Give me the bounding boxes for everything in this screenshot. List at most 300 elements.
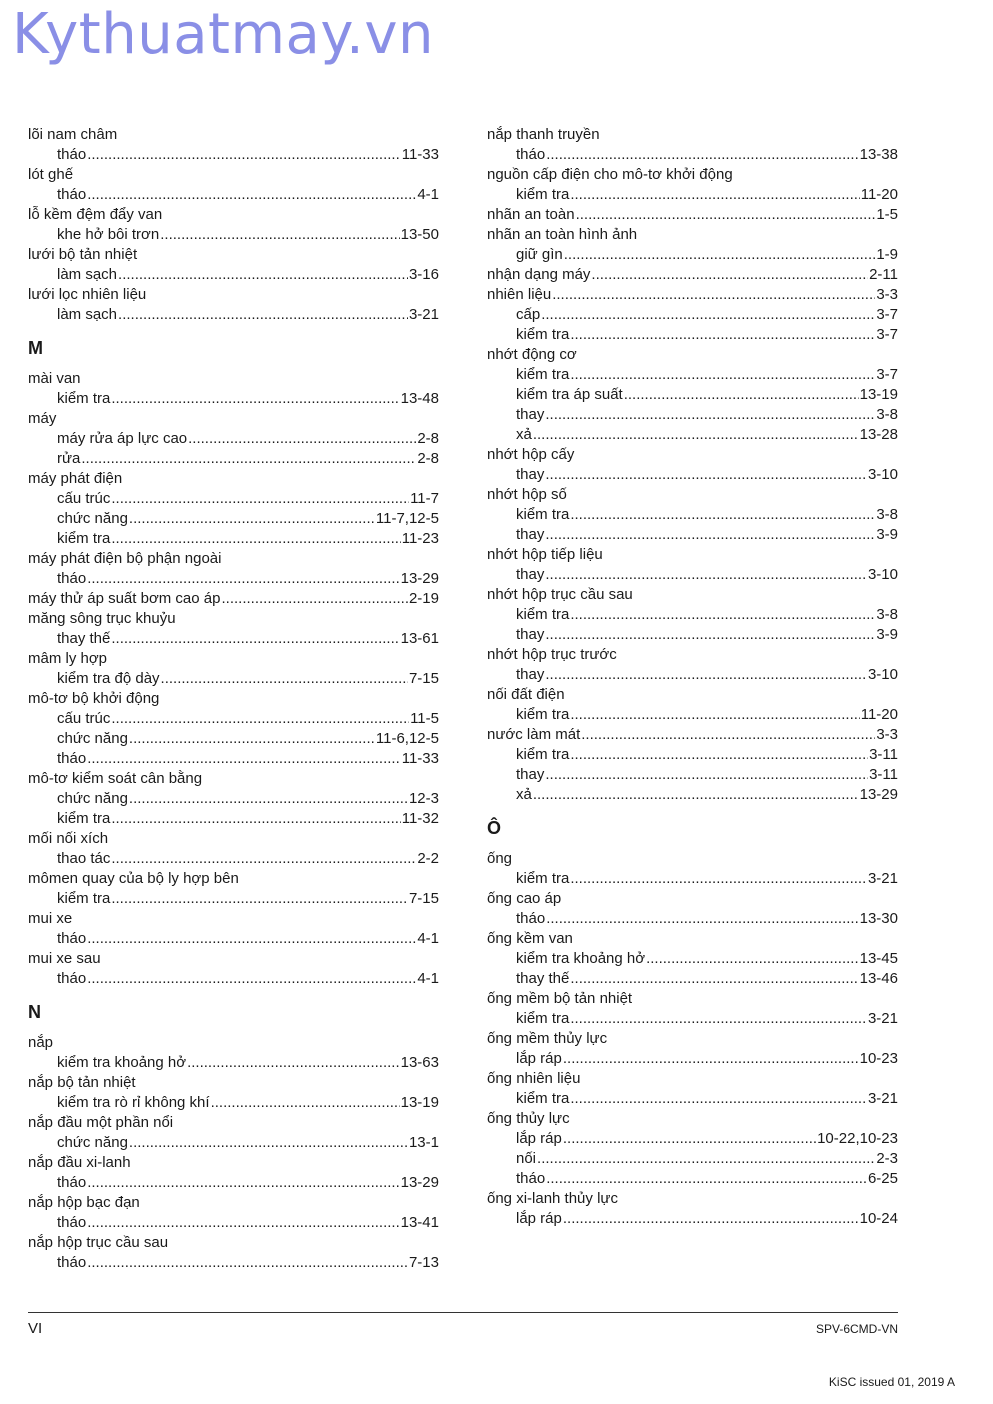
index-subentry [28,569,439,589]
document-code: SPV-6CMD-VN [815,1322,898,1336]
index-subentry [28,509,439,529]
dot-leader [111,489,409,509]
index-subentry [28,929,439,949]
index-subentry [487,405,898,425]
dot-leader [118,305,408,325]
entry-term: kiểm tra [516,366,570,383]
dot-leader [111,809,400,829]
index-subentry [487,745,898,765]
dot-leader [546,145,858,165]
page-reference: 2-11 [869,266,898,283]
entry-term: máy phát điện [28,470,123,487]
dot-leader [570,1089,867,1109]
index-entry [487,725,898,745]
page-reference: 2-3 [876,1150,898,1167]
dot-leader [545,525,875,545]
entry-term: mui xe sau [28,950,101,967]
page-reference: 11-33 [401,146,439,163]
dot-leader [545,765,868,785]
index-entry [28,609,439,629]
index-entry [487,685,898,705]
dot-leader [563,1129,816,1149]
dot-leader [87,1173,399,1193]
page-reference: 1-5 [876,206,898,223]
index-entry [28,1153,439,1173]
entry-term: kiểm tra [516,1090,570,1107]
dot-leader [570,365,875,385]
entry-term: nắp hộp trục cầu sau [28,1234,169,1251]
entry-term: nắp thanh truyền [487,126,600,143]
index-entry [28,649,439,669]
entry-term: nối đất điện [487,686,565,703]
dot-leader [646,949,859,969]
entry-term: lưới bộ tản nhiệt [28,246,138,263]
page-reference: 11-7,12-5 [375,510,439,527]
dot-leader [570,605,875,625]
entry-term: cấp [516,306,541,323]
entry-term: máy thử áp suất bơm cao áp [28,590,221,607]
entry-term: tháo [516,910,546,927]
entry-term: nắp bộ tản nhiệt [28,1074,136,1091]
entry-term: mối nối xích [28,830,109,847]
dot-leader [570,505,875,525]
dot-leader [87,1213,399,1233]
section-heading: M [28,338,43,358]
dot-leader [545,405,875,425]
entry-term: măng sông trục khuỷu [28,610,176,627]
entry-term: lõi nam châm [28,126,118,143]
page-reference: 11-20 [860,186,898,203]
index-entry [28,205,439,225]
dot-leader [87,969,416,989]
dot-leader [570,969,858,989]
entry-term: ống mềm thủy lực [487,1030,608,1047]
watermark-logo: Kythuatmay.vn [12,2,434,67]
entry-term: máy phát điện bộ phận ngoài [28,550,222,567]
dot-leader [87,929,416,949]
index-entry [487,285,898,305]
index-entry [28,369,439,389]
entry-term: thay [516,406,545,423]
entry-term: chức năng [57,790,128,807]
dot-leader [570,185,859,205]
index-subentry [487,185,898,205]
index-entry [487,929,898,949]
entry-term: ống thủy lực [487,1110,570,1127]
index-subentry [487,949,898,969]
index-entry [487,485,898,505]
page-reference: 7-13 [408,1254,439,1271]
entry-term: lót ghế [28,166,74,183]
entry-term: ống kềm van [487,930,573,947]
index-subentry [487,625,898,645]
dot-leader [545,625,875,645]
entry-term: giữ gìn [516,246,563,263]
page-reference: 7-15 [408,670,439,687]
index-subentry [487,525,898,545]
page-reference: 2-8 [417,450,439,467]
index-subentry [487,145,898,165]
page-reference: 11-5 [410,710,439,727]
index-subentry [487,305,898,325]
index-entry [28,165,439,185]
entry-term: kiểm tra [516,870,570,887]
entry-term: tháo [57,570,87,587]
entry-term: kiểm tra khoảng hở [516,950,646,967]
index-subentry [28,1133,439,1153]
entry-term: nhãn an toàn hình ảnh [487,226,638,243]
index-entry [28,1073,439,1093]
index-subentry [487,605,898,625]
entry-term: nắp đầu một phần nổi [28,1114,174,1131]
index-entry [28,869,439,889]
entry-term: cấu trúc [57,490,111,507]
page-reference: 11-6,12-5 [375,730,439,747]
dot-leader [570,869,867,889]
dot-leader [564,245,876,265]
index-subentry [487,1089,898,1109]
index-subentry [28,1093,439,1113]
index-entry [487,645,898,665]
index-subentry [28,305,439,325]
entry-term: thay [516,766,545,783]
entry-term: nhận dạng máy [487,266,591,283]
index-subentry [487,1049,898,1069]
issue-note: KiSC issued 01, 2019 A [828,1375,955,1389]
dot-leader [546,1169,867,1189]
index-subentry [487,969,898,989]
dot-leader [111,889,408,909]
entry-term: kiểm tra [516,1010,570,1027]
entry-term: nắp hộp bạc đạn [28,1194,140,1211]
entry-term: chức năng [57,1134,128,1151]
index-subentry [28,889,439,909]
page-reference: 3-11 [869,766,898,783]
entry-term: ống cao áp [487,890,562,907]
entry-term: tháo [57,930,87,947]
dot-leader [87,185,416,205]
index-subentry [487,365,898,385]
entry-term: nguồn cấp điện cho mô-tơ khởi động [487,166,733,183]
page-reference: 13-29 [859,786,898,803]
index-subentry [28,729,439,749]
entry-term: kiểm tra độ dày [57,670,160,687]
index-entry [28,769,439,789]
index-subentry [28,629,439,649]
entry-term: lắp ráp [516,1210,562,1227]
dot-leader [545,465,867,485]
entry-term: kiểm tra [516,186,570,203]
page-reference: 1-9 [876,246,898,263]
index-subentry [28,1213,439,1233]
entry-term: kiểm tra khoảng hở [57,1054,187,1071]
entry-term: kiểm tra [57,810,111,827]
entry-term: thay thế [516,970,570,987]
entry-term: kiểm tra [516,606,570,623]
page-reference: 11-33 [401,750,439,767]
index-column-left [28,125,439,1273]
page-reference: 3-16 [408,266,439,283]
dot-leader [533,425,859,445]
index-entry [487,545,898,565]
dot-leader [552,285,875,305]
entry-term: kiểm tra [57,530,111,547]
entry-term: tháo [57,1214,87,1231]
page-reference: 13-63 [400,1054,439,1071]
entry-term: tháo [57,146,87,163]
entry-term: thay thế [57,630,111,647]
entry-term: tháo [57,750,87,767]
entry-term: lỗ kềm đệm đẩy van [28,206,163,223]
dot-leader [570,745,868,765]
entry-term: nối [516,1150,537,1167]
index-subentry [487,325,898,345]
entry-term: thay [516,626,545,643]
entry-term: nắp [28,1034,54,1051]
dot-leader [111,389,399,409]
index-entry [28,409,439,429]
index-subentry [28,1253,439,1273]
entry-term: khe hở bôi trơn [57,226,160,243]
dot-leader [563,1049,859,1069]
index-subentry [28,429,439,449]
page-reference: 3-21 [867,1010,898,1027]
entry-term: thay [516,526,545,543]
dot-leader [129,789,408,809]
page-reference: 13-50 [400,226,439,243]
dot-leader [541,305,875,325]
index-entry [28,1033,439,1053]
index-subentry [487,909,898,929]
dot-leader [87,1253,408,1273]
entry-term: tháo [57,186,87,203]
page-reference: 3-3 [876,726,898,743]
index-entry [487,205,898,225]
index-entry [28,949,439,969]
index-subentry [28,709,439,729]
entry-term: thay [516,466,545,483]
page-reference: 11-32 [401,810,439,827]
dot-leader [118,265,408,285]
page-reference: 13-28 [859,426,898,443]
index-subentry [28,809,439,829]
index-subentry [28,449,439,469]
index-entry [487,1029,898,1049]
entry-term: nhớt hộp cấy [487,446,575,463]
dot-leader [111,629,399,649]
entry-term: kiểm tra [57,890,111,907]
page-reference: 3-10 [867,566,898,583]
index-subentry [28,225,439,245]
index-entry [28,1193,439,1213]
index-subentry [28,789,439,809]
page-reference: 13-19 [400,1094,439,1111]
index-subentry [487,505,898,525]
index-subentry [28,145,439,165]
page-reference: 3-8 [876,406,898,423]
entry-term: rửa [57,450,81,467]
dot-leader [545,665,867,685]
page-reference: 3-21 [867,1090,898,1107]
entry-term: tháo [57,970,87,987]
index-entry [28,469,439,489]
index-entry [487,989,898,1009]
dot-leader [221,589,407,609]
page-reference: 3-11 [869,746,898,763]
index-subentry [487,869,898,889]
page-reference: 2-8 [417,430,439,447]
entry-term: chức năng [57,730,128,747]
entry-term: kiểm tra [516,706,570,723]
dot-leader [187,1053,400,1073]
page-reference: 3-7 [876,306,898,323]
index-subentry [28,389,439,409]
page-reference: 3-9 [876,626,898,643]
page-reference: 12-3 [408,790,439,807]
entry-term: kiểm tra [516,506,570,523]
index-entry [487,445,898,465]
dot-leader [129,1133,408,1153]
entry-term: ống xi-lanh thủy lực [487,1190,618,1207]
index-subentry [28,489,439,509]
dot-leader [537,1149,875,1169]
index-subentry [487,1129,898,1149]
page-reference: 10-23 [859,1050,898,1067]
page-reference: 13-45 [859,950,898,967]
index-subentry [28,185,439,205]
page-reference: 13-46 [859,970,898,987]
entry-term: mô-tơ kiểm soát cân bằng [28,770,203,787]
dot-leader [87,749,401,769]
entry-term: làm sạch [57,306,118,323]
index-subentry [28,1173,439,1193]
entry-term: tháo [57,1174,87,1191]
entry-term: mâm ly hợp [28,650,108,667]
page-reference: 13-48 [400,390,439,407]
page-reference: 3-8 [876,506,898,523]
footer-divider [28,1312,898,1313]
entry-term: lưới lọc nhiên liệu [28,286,147,303]
index-entry [28,245,439,265]
index-entry [487,1069,898,1089]
entry-term: nhớt hộp tiếp liệu [487,546,603,563]
index-subentry [487,565,898,585]
entry-term: mài van [28,370,81,387]
entry-term: ống mềm bộ tản nhiệt [487,990,633,1007]
page-reference: 13-61 [400,630,439,647]
page-reference: 3-7 [876,326,898,343]
entry-term: nhớt hộp số [487,486,567,503]
page-reference: 4-1 [417,186,439,203]
index-entry [487,345,898,365]
page-reference: 13-38 [859,146,898,163]
page-reference: 11-7 [410,490,439,507]
index-subentry [487,665,898,685]
dot-leader [87,145,401,165]
index-subentry [28,749,439,769]
entry-term: kiểm tra [516,746,570,763]
entry-term: lắp ráp [516,1130,562,1147]
dot-leader [563,1209,859,1229]
entry-term: thao tác [57,850,111,867]
entry-term: nhớt hộp trục cầu sau [487,586,633,603]
index-subentry [487,1009,898,1029]
entry-term: nắp đầu xi-lanh [28,1154,131,1171]
entry-term: nhớt động cơ [487,346,577,363]
entry-term: xả [516,426,532,443]
entry-term: chức năng [57,510,128,527]
dot-leader [581,725,875,745]
page-reference: 13-19 [859,386,898,403]
page-reference: 13-1 [408,1134,439,1151]
index-subentry [487,425,898,445]
index-subentry [487,765,898,785]
entry-term: ống [487,850,513,867]
entry-term: kiểm tra [516,326,570,343]
index-subentry [487,705,898,725]
page-reference: 6-25 [867,1170,898,1187]
dot-leader [81,449,416,469]
page-reference: 4-1 [417,930,439,947]
dot-leader [570,705,859,725]
page-reference: 4-1 [417,970,439,987]
dot-leader [570,1009,867,1029]
index-entry [487,889,898,909]
index-entry [487,585,898,605]
entry-term: nhớt hộp trục trước [487,646,617,663]
entry-term: tháo [516,146,546,163]
index-entry [487,849,898,869]
page-reference: 3-3 [876,286,898,303]
dot-leader [160,225,399,245]
entry-term: thay [516,566,545,583]
dot-leader [591,265,868,285]
page-reference: 13-29 [400,570,439,587]
index-subentry [28,849,439,869]
page-number: VI [28,1320,43,1337]
index-entry [28,285,439,305]
index-subentry [28,1053,439,1073]
index-subentry [487,785,898,805]
page-reference: 3-7 [876,366,898,383]
page-reference: 13-29 [400,1174,439,1191]
index-entry [487,165,898,185]
page-reference: 13-41 [400,1214,439,1231]
index-entry [487,1189,898,1209]
entry-term: mui xe [28,910,73,927]
index-entry [28,829,439,849]
entry-term: mô-tơ bộ khởi động [28,690,160,707]
dot-leader [188,429,416,449]
section-heading: N [28,1002,41,1022]
entry-term: làm sạch [57,266,118,283]
page-reference: 10-24 [859,1210,898,1227]
page-reference: 7-15 [408,890,439,907]
entry-term: mômen quay của bộ ly hợp bên [28,870,239,887]
index-entry [28,1233,439,1253]
page-reference: 3-10 [867,466,898,483]
page-reference: 10-22,10-23 [817,1130,898,1147]
page-reference: 11-23 [401,530,439,547]
page-reference: 3-21 [408,306,439,323]
index-subentry [28,669,439,689]
dot-leader [87,569,399,589]
index-entry [28,909,439,929]
index-subentry [28,265,439,285]
entry-term: tháo [516,1170,546,1187]
page-reference: 3-21 [867,870,898,887]
entry-term: kiểm tra rò rỉ không khí [57,1094,210,1111]
